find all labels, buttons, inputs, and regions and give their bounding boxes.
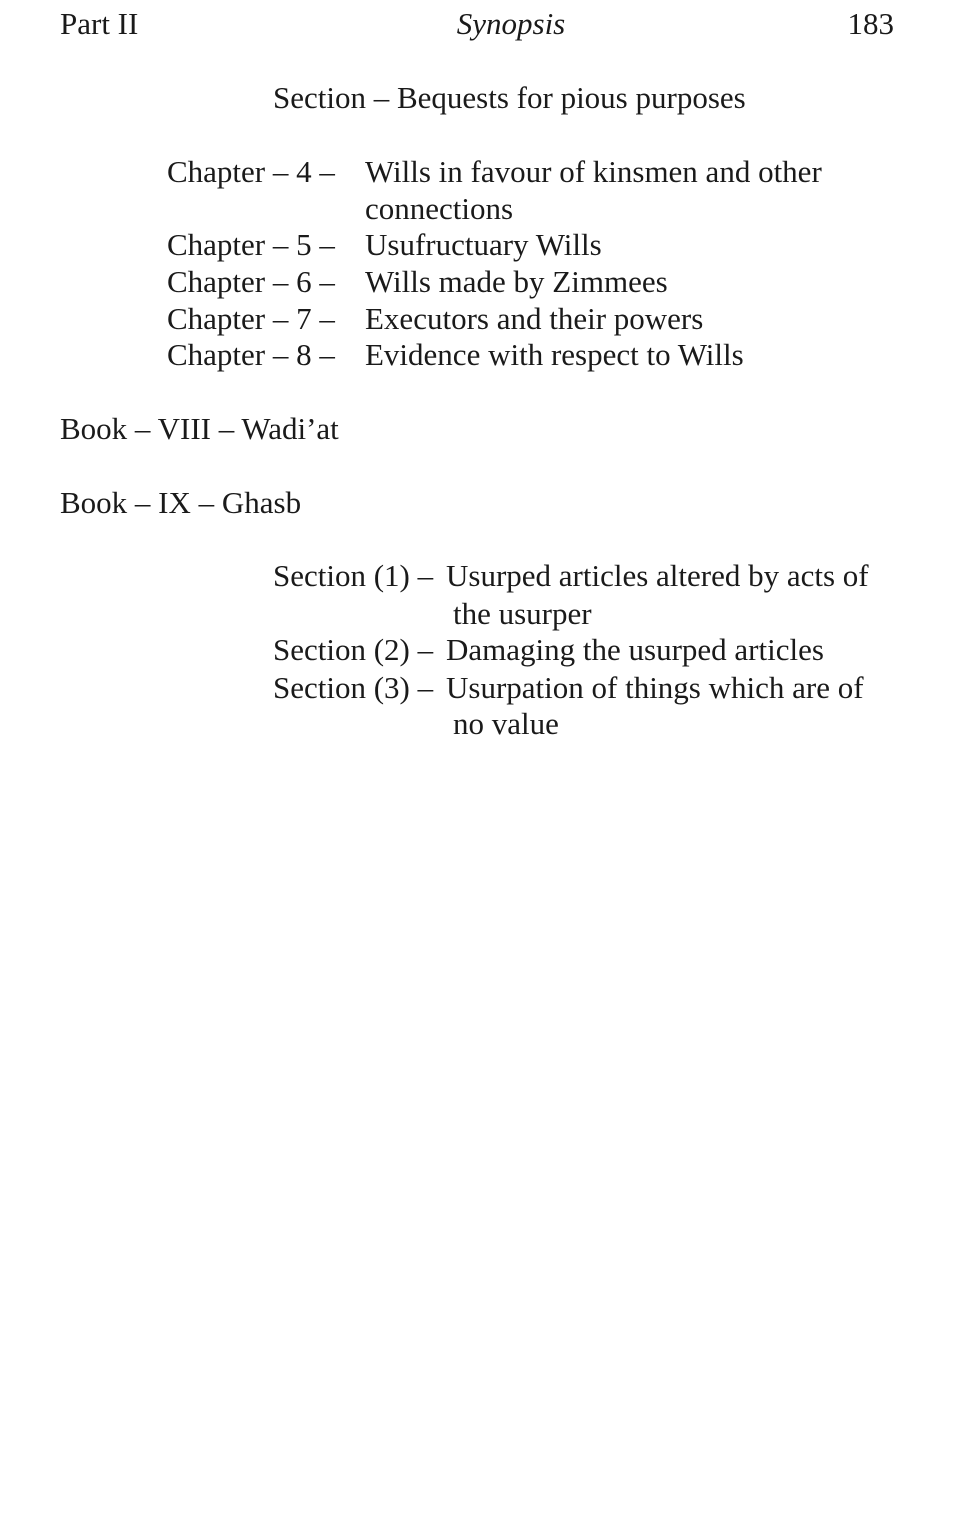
chapter-title: Wills in favour of kinsmen and other xyxy=(365,154,822,189)
chapter-label: Chapter – 7 – xyxy=(167,301,335,336)
chapter-title: Wills made by Zimmees xyxy=(365,264,668,299)
section-label: Section (2) – xyxy=(273,632,434,667)
running-header-part: Part II xyxy=(60,6,139,41)
section-title: Usurped articles altered by acts of xyxy=(446,558,869,593)
section-label: Section (3) – xyxy=(273,670,434,705)
chapter-label: Chapter – 5 – xyxy=(167,227,335,262)
chapter-label: Chapter – 4 – xyxy=(167,154,335,189)
book-heading: Book – IX – Ghasb xyxy=(60,485,302,520)
chapter-title: Evidence with respect to Wills xyxy=(365,337,744,372)
page-number: 183 xyxy=(847,6,894,41)
book-heading: Book – VIII – Wadi’at xyxy=(60,411,339,446)
section-heading: Section – Bequests for pious purposes xyxy=(273,80,746,115)
section-title-continuation: the usurper xyxy=(453,596,592,631)
chapter-title: Executors and their powers xyxy=(365,301,704,336)
section-label: Section (1) – xyxy=(273,558,434,593)
running-header-title: Synopsis xyxy=(456,6,566,41)
section-title: Damaging the usurped articles xyxy=(446,632,824,667)
section-title-continuation: no value xyxy=(453,706,559,741)
chapter-title-continuation: connections xyxy=(365,191,514,226)
chapter-label: Chapter – 6 – xyxy=(167,264,335,299)
chapter-title: Usufructuary Wills xyxy=(365,227,602,262)
chapter-label: Chapter – 8 – xyxy=(167,337,335,372)
section-title: Usurpation of things which are of xyxy=(446,670,864,705)
